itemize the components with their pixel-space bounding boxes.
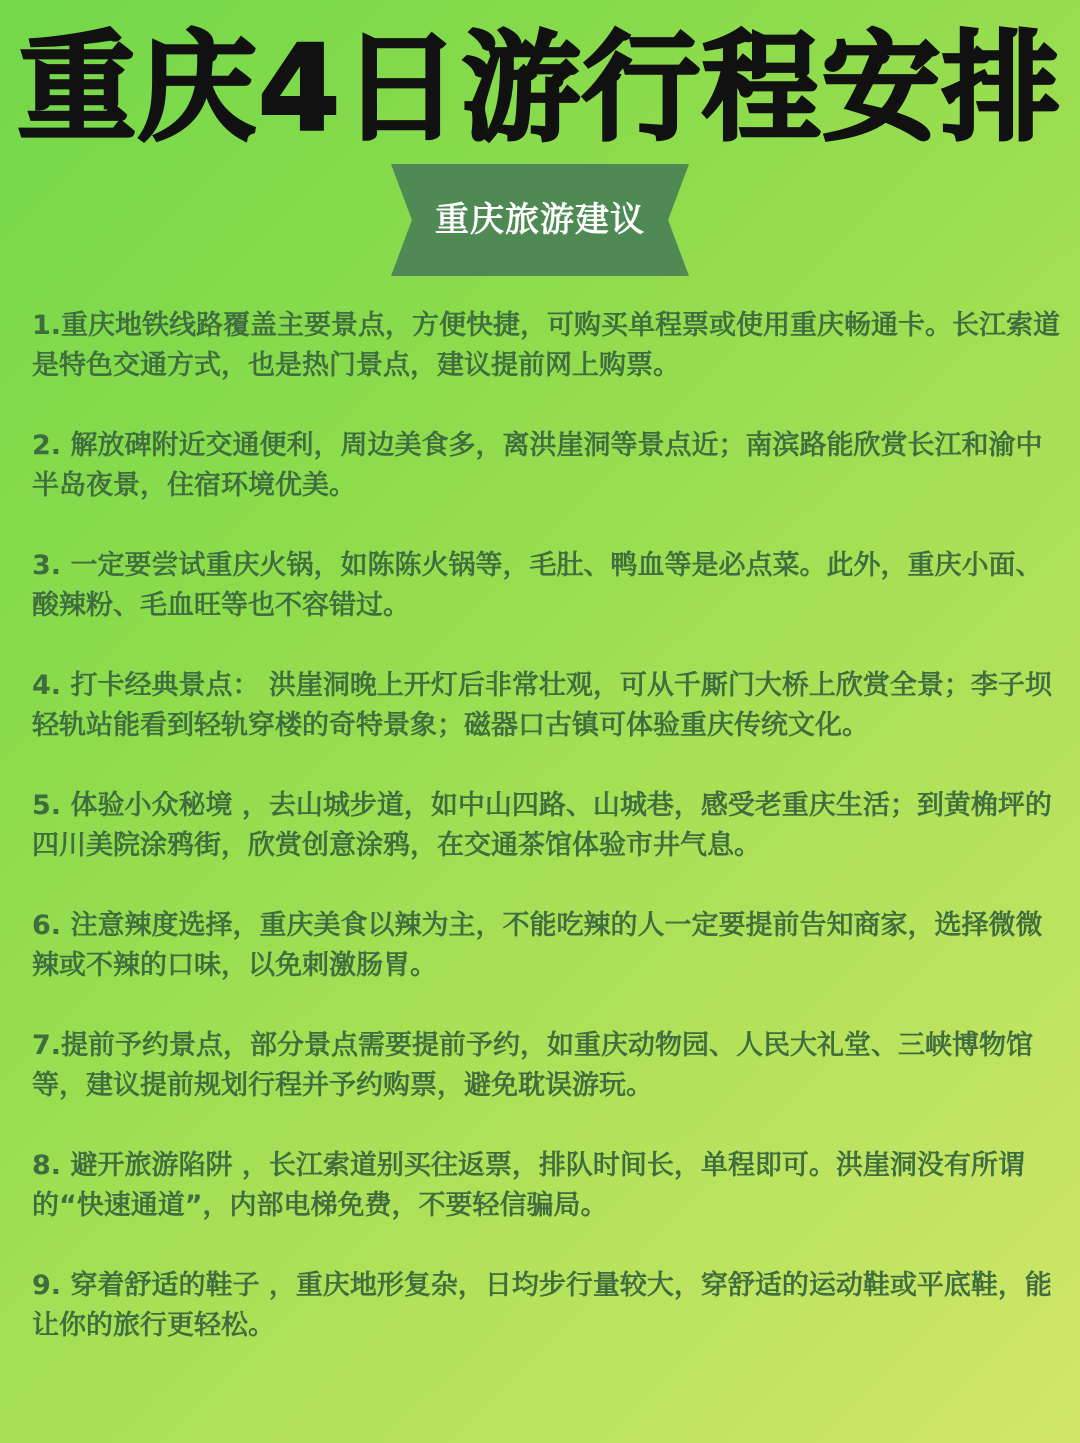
tip-item: 1.重庆地铁线路覆盖主要景点，方便快捷，可购买单程票或使用重庆畅通卡。长江索道是特色交通方式，也是热门景点，建议提前网上购票。 [32,310,1061,381]
tip-item: 2. 解放碑附近交通便利，周边美食多，离洪崖洞等景点近；南滨路能欣赏长江和渝中半岛夜景，住宿环境优美。 [32,430,1043,501]
tip-item: 6. 注意辣度选择，重庆美食以辣为主，不能吃辣的人一定要提前告知商家，选择微微辣或不辣的口味，以免刺激肠胃。 [32,910,1043,981]
tip-item: 9. 穿着舒适的鞋子 ，重庆地形复杂，日均步行量较大，穿舒适的运动鞋或平底鞋，能让你的旅行更轻松。 [32,1270,1052,1341]
section-banner-label: 重庆旅游建议 [435,200,645,240]
tip-item: 5. 体验小众秘境 ，去山城步道，如中山四路、山城巷，感受老重庆生活；到黄桷坪的四川美院涂鸦街，欣赏创意涂鸦，在交通茶馆体验市井气息。 [32,790,1052,861]
tips-list [32,306,1062,1386]
page-title: 重庆4日游行程安排 [17,19,1063,157]
tip-item: 7.提前予约景点，部分景点需要提前予约，如重庆动物园、人民大礼堂、三峡博物馆等，建议提前规划行程并予约购票，避免耽误游玩。 [32,1030,1034,1101]
tip-item: 3. 一定要尝试重庆火锅，如陈陈火锅等，毛肚、鸭血等是必点菜。此外，重庆小面、酸辣粉、毛血旺等也不容错过。 [32,550,1043,621]
tip-item: 8. 避开旅游陷阱 ，长江索道别买往返票，排队时间长，单程即可。洪崖洞没有所谓的“快速通道”，内部电梯免费，不要轻信骗局。 [32,1150,1025,1221]
tip-item: 4. 打卡经典景点： 洪崖洞晚上开灯后非常壮观，可从千厮门大桥上欣赏全景；李子坝轻轨站能看到轻轨穿楼的奇特景象；磁器口古镇可体验重庆传统文化。 [32,670,1052,741]
